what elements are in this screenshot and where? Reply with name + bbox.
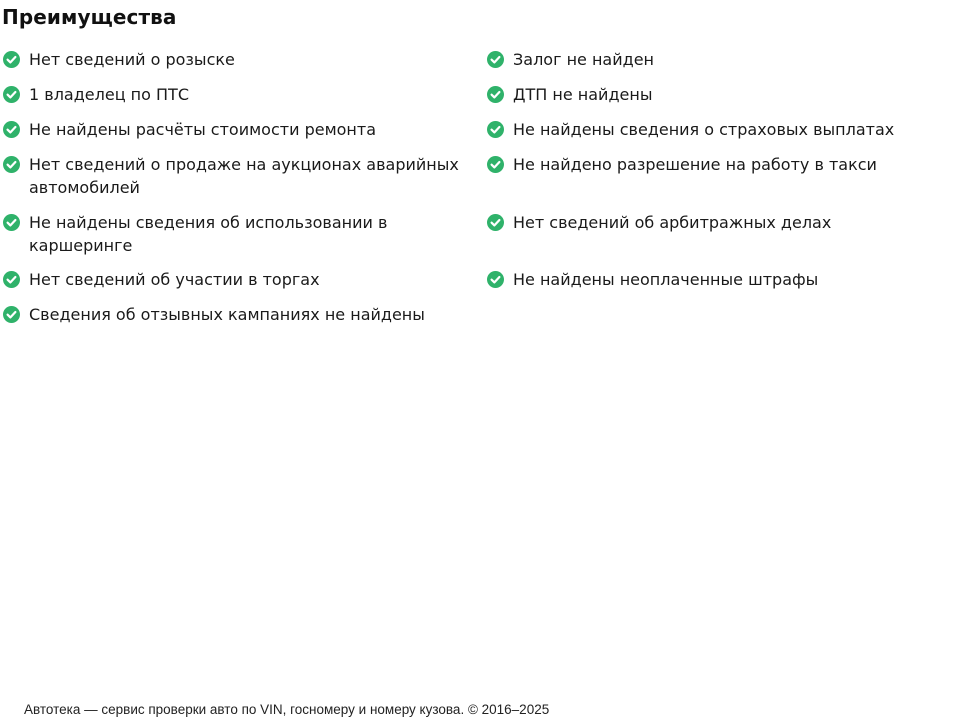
footer-copyright: Автотека — сервис проверки авто по VIN, госномеру и номеру кузова. © 2016–2025 bbox=[24, 702, 550, 717]
list-item bbox=[3, 303, 469, 326]
check-circle-icon bbox=[487, 156, 504, 173]
list-item bbox=[487, 48, 953, 71]
list-item bbox=[3, 118, 469, 141]
check-circle-icon bbox=[487, 271, 504, 288]
check-circle-icon bbox=[3, 214, 20, 231]
item-label: Не найдены расчёты стоимости ремонта bbox=[29, 120, 377, 139]
item-label: ДТП не найдены bbox=[513, 85, 653, 104]
item-label: Залог не найден bbox=[513, 50, 654, 69]
item-label: Не найдены сведения о страховых выплатах bbox=[513, 120, 895, 139]
list-item bbox=[487, 268, 953, 291]
list-item bbox=[487, 153, 953, 176]
check-circle-icon bbox=[487, 214, 504, 231]
list-item bbox=[3, 83, 469, 106]
check-circle-icon bbox=[3, 86, 20, 103]
check-circle-icon bbox=[487, 121, 504, 138]
list-item bbox=[3, 48, 469, 71]
item-label: Нет сведений о розыске bbox=[29, 50, 235, 69]
check-circle-icon bbox=[3, 306, 20, 323]
list-item bbox=[3, 268, 469, 291]
item-label: Нет сведений об участии в торгах bbox=[29, 270, 320, 289]
check-circle-icon bbox=[3, 271, 20, 288]
list-item bbox=[487, 83, 953, 106]
list-item bbox=[3, 153, 469, 199]
item-label: Не найдены сведения об использовании в каршеринге bbox=[29, 213, 388, 255]
item-label: 1 владелец по ПТС bbox=[29, 85, 189, 104]
list-item bbox=[487, 211, 953, 234]
check-circle-icon bbox=[3, 121, 20, 138]
check-circle-icon bbox=[487, 51, 504, 68]
item-label: Сведения об отзывных кампаниях не найдены bbox=[29, 305, 425, 324]
item-label: Не найдено разрешение на работу в такси bbox=[513, 155, 877, 174]
check-circle-icon bbox=[3, 156, 20, 173]
list-item bbox=[3, 211, 389, 257]
check-circle-icon bbox=[3, 51, 20, 68]
item-label: Не найдены неоплаченные штрафы bbox=[513, 270, 819, 289]
item-label: Нет сведений о продаже на аукционах аварийных автомобилей bbox=[29, 155, 459, 197]
section-title: Преимущества bbox=[2, 5, 177, 29]
list-item bbox=[487, 118, 953, 141]
check-circle-icon bbox=[487, 86, 504, 103]
item-label: Нет сведений об арбитражных делах bbox=[513, 213, 832, 232]
